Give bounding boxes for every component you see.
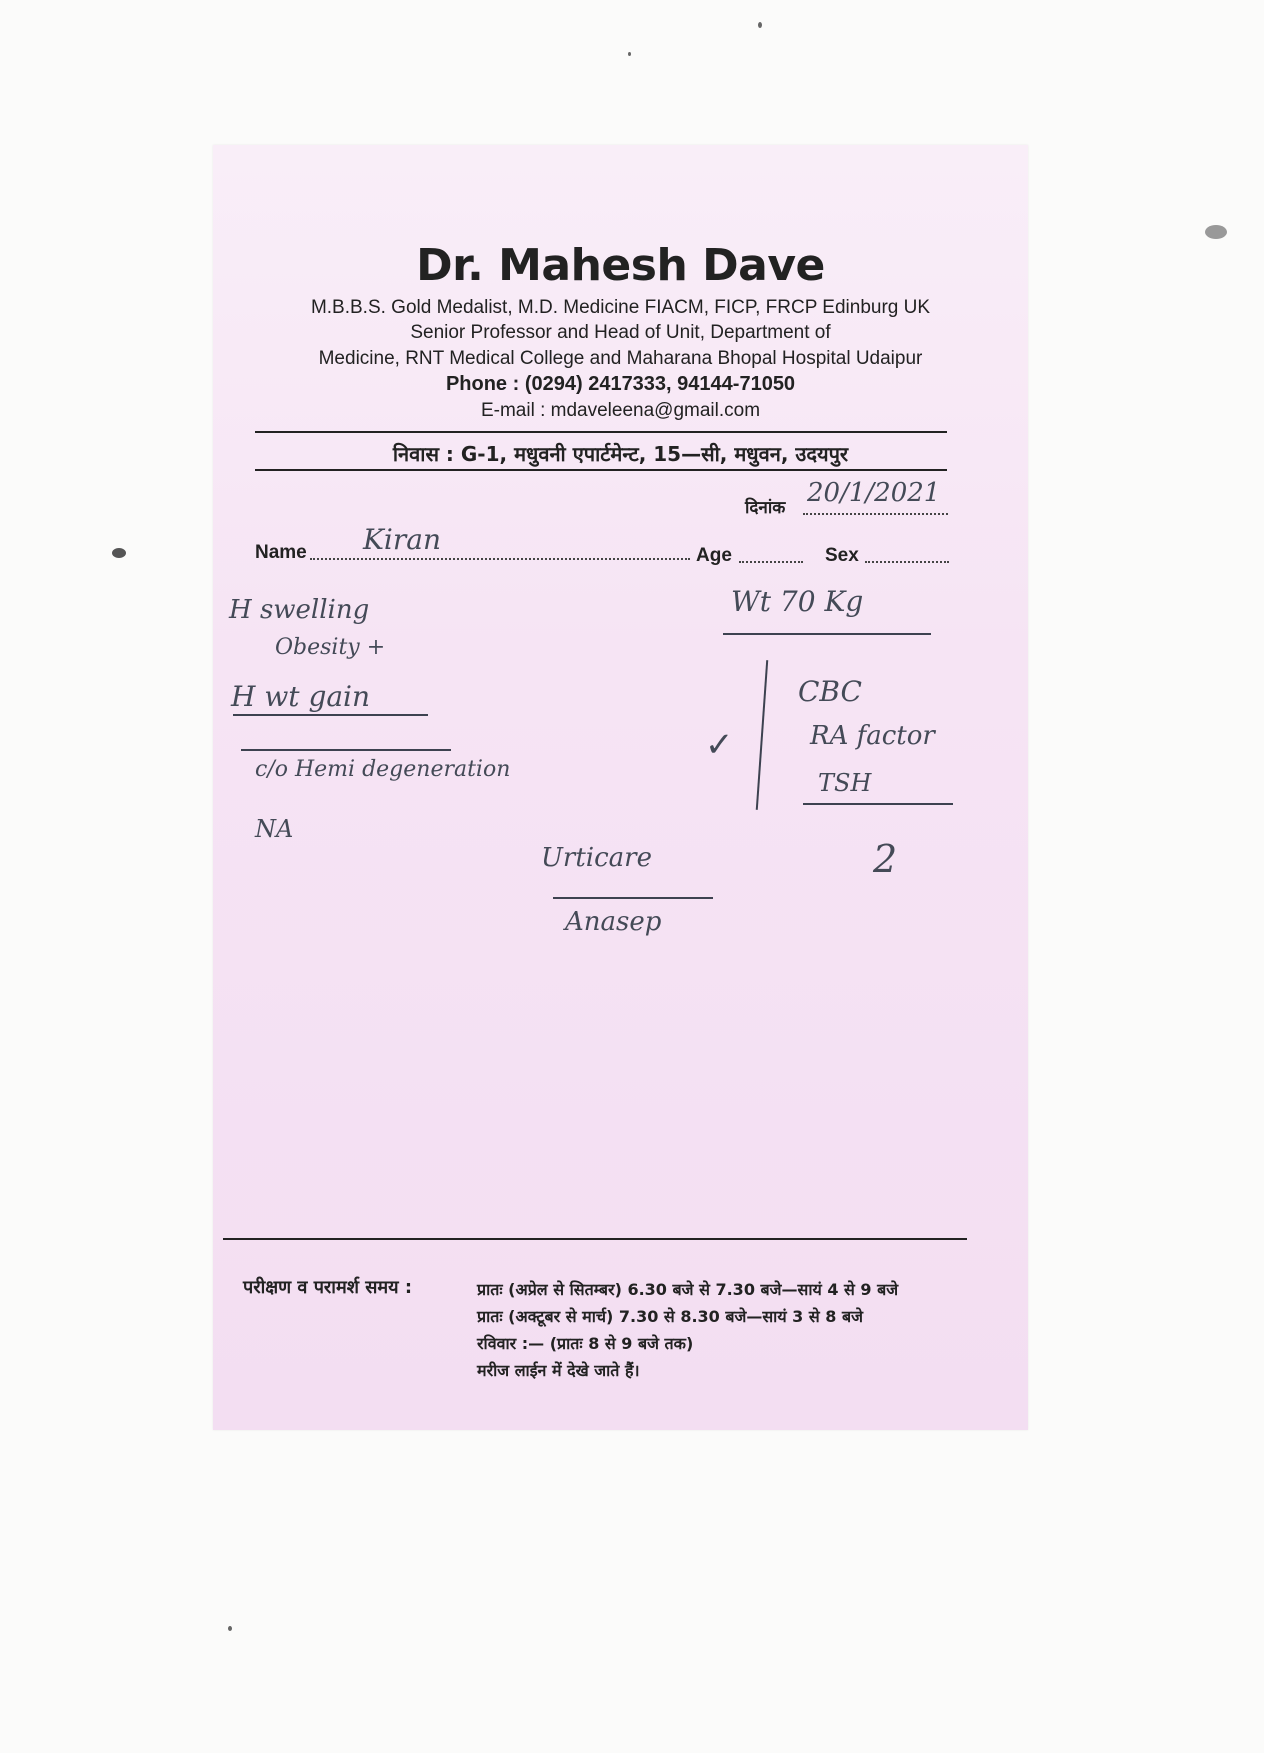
- scan-speck: [1205, 225, 1227, 239]
- age-label: Age: [696, 545, 732, 566]
- consultation-time-label: परीक्षण व परामर्श समय :: [243, 1277, 413, 1298]
- sex-label: Sex: [825, 545, 859, 566]
- phone: Phone : (0294) 2417333, 94144-71050: [445, 373, 796, 395]
- investigation-underline: [803, 803, 953, 805]
- note-underline-2: [241, 749, 451, 751]
- scan-speck: [758, 22, 762, 28]
- header-rule-bottom: [255, 469, 947, 471]
- position-line-2: Medicine, RNT Medical College and Maharana Bhopal Hospital Udaipur: [318, 348, 923, 369]
- scan-speck: [228, 1626, 232, 1631]
- investigation-1: CBC: [798, 675, 862, 708]
- doctor-name: Dr. Mahesh Dave: [416, 240, 825, 291]
- note-underline-1: [233, 714, 428, 716]
- rx-1: Urticare: [541, 843, 652, 873]
- weight-underline: [723, 633, 931, 635]
- timing-line-1: प्रातः (अप्रेल से सितम्बर) 6.30 बजे से 7.30 बजे—सायं 4 से 9 बजे: [477, 1280, 899, 1299]
- weight-note: Wt 70 Kg: [731, 585, 864, 618]
- note-line-2: Obesity +: [275, 635, 386, 660]
- sex-dotted-line: [865, 561, 949, 563]
- note-line-1: H swelling: [229, 595, 370, 625]
- investigation-3: TSH: [818, 769, 872, 797]
- date-label: दिनांक: [745, 498, 786, 518]
- scan-speck: [628, 52, 631, 56]
- residence-address: निवास : G-1, मधुवनी एपार्टमेन्ट, 15—सी, मधुवन, उदयपुर: [392, 442, 849, 466]
- name-dotted-line: [310, 558, 690, 560]
- header-rule-top: [255, 431, 947, 433]
- prescription-sheet: [213, 145, 1028, 1430]
- name-label: Name: [255, 542, 307, 563]
- timing-line-2: प्रातः (अक्टूबर से मार्च) 7.30 से 8.30 बजे—सायं 3 से 8 बजे: [477, 1307, 863, 1326]
- note-line-3: H wt gain: [231, 680, 371, 713]
- rx-underline: [553, 897, 713, 899]
- age-dotted-line: [739, 561, 803, 563]
- investigation-bracket: [756, 660, 768, 810]
- position-line-1: Senior Professor and Head of Unit, Department of: [410, 322, 831, 343]
- patient-name: Kiran: [363, 523, 441, 556]
- timing-line-3: रविवार :— (प्रातः 8 से 9 बजे तक): [477, 1334, 694, 1353]
- footer-rule: [223, 1238, 967, 1240]
- rx-quantity: 2: [873, 837, 898, 881]
- qualifications: M.B.B.S. Gold Medalist, M.D. Medicine FIACM, FICP, FRCP Edinburg UK: [310, 297, 931, 318]
- rx-2: Anasep: [565, 907, 662, 937]
- note-line-5: NA: [255, 815, 294, 843]
- date-value: 20/1/2021: [807, 478, 941, 508]
- scan-speck: [112, 548, 126, 558]
- note-line-4: c/o Hemi degeneration: [255, 757, 511, 782]
- timing-line-4: मरीज लाईन में देखे जाते हैं।: [477, 1361, 640, 1380]
- email: E-mail : mdaveleena@gmail.com: [480, 400, 761, 421]
- investigation-2: RA factor: [810, 721, 935, 751]
- date-dotted-line: [803, 513, 948, 515]
- check-mark-icon: ✓: [705, 725, 734, 765]
